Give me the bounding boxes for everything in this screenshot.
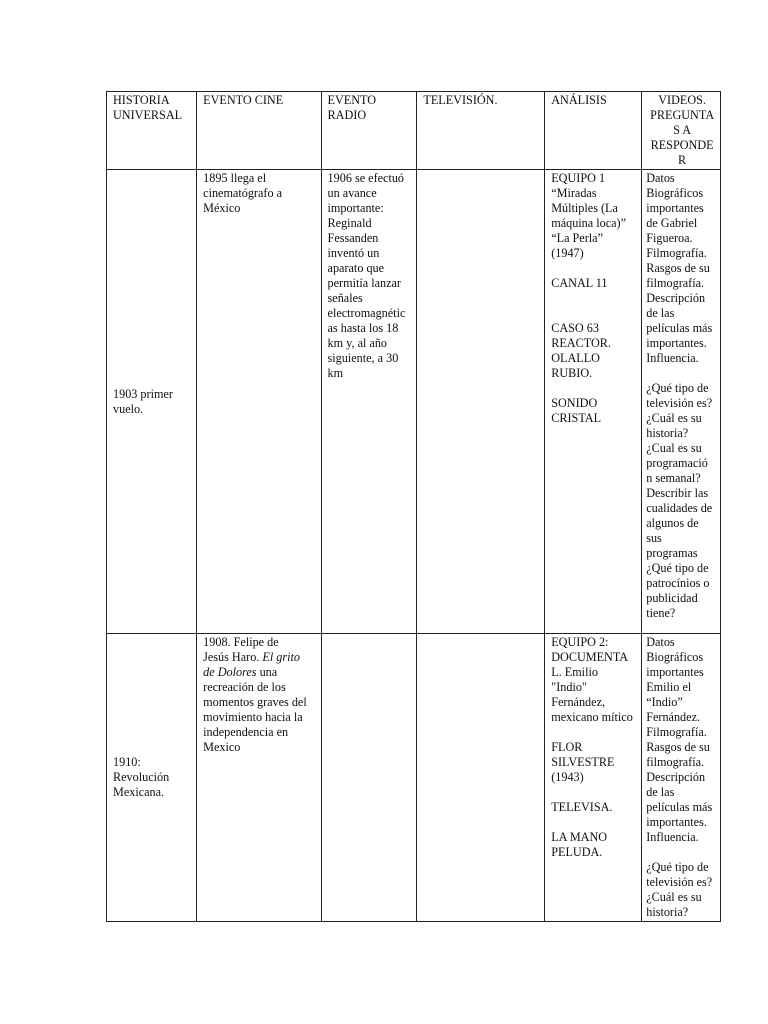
header-television: TELEVISIÓN.	[417, 92, 545, 170]
cell-videos: Datos Biográficos importantes Emilio el “Indio” Fernández. Filmografía. Rasgos de su filmografía. Descripción de las películas más importantes. Influencia. ¿Qué tipo de televisión es? ¿Cuál es su historia?	[642, 634, 721, 922]
header-analisis: ANÁLISIS	[545, 92, 642, 170]
header-historia-universal: HISTORIA UNIVERSAL	[107, 92, 197, 170]
header-evento-cine: EVENTO CINE	[197, 92, 321, 170]
header-videos: VIDEOS. PREGUNTA S A RESPONDE R	[642, 92, 721, 170]
cell-historia: 1910: Revolución Mexicana.	[107, 634, 197, 922]
cell-analisis: EQUIPO 2: DOCUMENTA L. Emilio "Indio" Fernández, mexicano mítico FLOR SILVESTRE (1943) TELEVISA. LA MANO PELUDA.	[545, 634, 642, 922]
cell-analisis: EQUIPO 1 “Miradas Múltiples (La máquina loca)” “La Perla” (1947) CANAL 11 CASO 63 REACTOR. OLALLO RUBIO. SONIDO CRISTAL	[545, 170, 642, 634]
table-row	[107, 634, 721, 922]
header-row	[107, 92, 721, 170]
table-row	[107, 170, 721, 634]
cell-videos: Datos Biográficos importantes de Gabriel Figueroa. Filmografía. Rasgos de su filmografía. Descripción de las películas más importantes. Influencia. ¿Qué tipo de televisión es? ¿Cuál es su historia? ¿Cual es su programació n semanal? Describir las cualidades de algunos de sus programas ¿Qué tipo de patrocínios o publicidad tiene?	[642, 170, 721, 634]
cell-radio	[321, 634, 417, 922]
cell-historia: 1903 primer vuelo.	[107, 170, 197, 634]
film-title-italic: El grito de Dolores	[203, 650, 300, 679]
cell-cine: 1895 llega el cinematógrafo a México	[197, 170, 321, 634]
header-evento-radio: EVENTO RADIO	[321, 92, 417, 170]
cell-radio: 1906 se efectuó un avance importante: Reginald Fessanden inventó un aparato que permitía lanzar señales electromagnétic as hasta los 18 km y, al año siguiente, a 30 km	[321, 170, 417, 634]
cell-cine	[197, 634, 321, 922]
cell-television	[417, 170, 545, 634]
cine-text-pre: 1908. Felipe de Jesús Haro.	[203, 635, 279, 664]
cine-text-post: una recreación de los momentos graves del movimiento hacia la independencia en Mexico	[203, 665, 307, 754]
cell-television	[417, 634, 545, 922]
course-table	[106, 91, 721, 922]
